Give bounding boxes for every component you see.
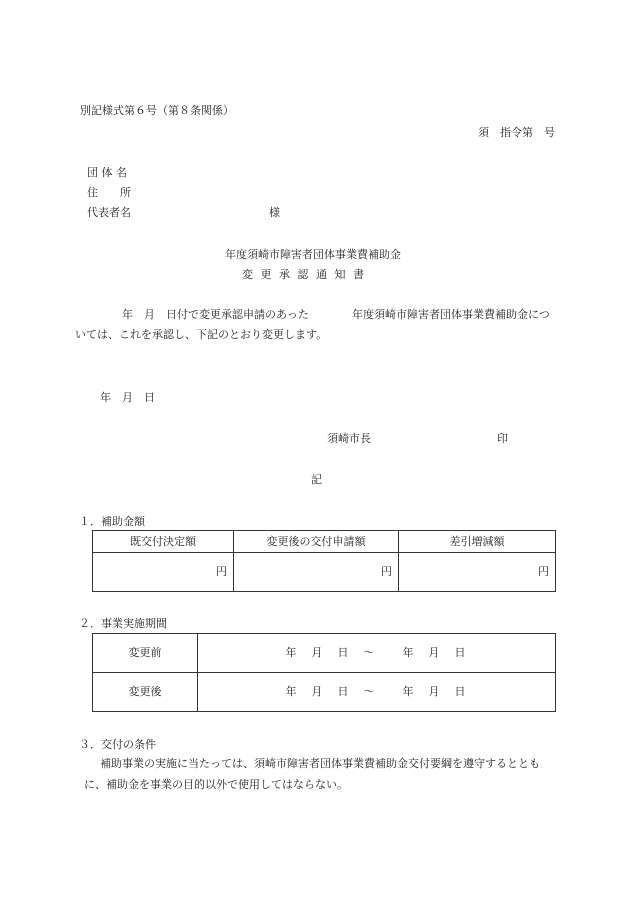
body-text-line2: いては、これを承認し、下記のとおり変更します。 (75, 328, 328, 341)
period-label-after: 変更後 (93, 673, 198, 712)
document-title-line2: 変 更 承 認 通 知 書 (242, 268, 366, 281)
honorific-sama: 様 (269, 206, 280, 219)
address-label: 住 所 (87, 186, 131, 199)
yen-unit: 円 (216, 565, 227, 579)
period-label-before: 変更前 (93, 634, 198, 673)
col-header-original-amount: 既交付決定額 (93, 531, 234, 553)
col-header-revised-amount: 変更後の交付申請額 (234, 531, 399, 553)
issuer-name: 須崎市長 (327, 432, 371, 445)
subsidy-table-value-row (93, 553, 556, 592)
subsidy-amount-table (92, 530, 556, 592)
subsidy-table-header-row (93, 531, 556, 553)
period-value-after: 年 月 日 ～ 年 月 日 (198, 673, 556, 712)
section1-heading: １．補助金額 (79, 515, 145, 528)
difference-cell (399, 553, 556, 592)
representative-label: 代表者名 (87, 206, 131, 219)
section3-heading: ３．交付の条件 (79, 738, 156, 751)
period-value-before: 年 月 日 ～ 年 月 日 (198, 634, 556, 673)
yen-unit: 円 (538, 565, 549, 579)
ki-marker: 記 (311, 473, 322, 486)
body-text-line1-b: 年度須崎市障害者団体事業費補助金につ (352, 308, 550, 321)
conditions-line2: に、補助金を事業の目的以外で使用してはならない。 (84, 778, 348, 791)
document-number: 須 指令第 号 (478, 126, 555, 139)
table-row (93, 634, 556, 673)
project-period-table (92, 633, 556, 712)
section2-heading: ２．事業実施期間 (79, 617, 167, 630)
original-amount-cell (93, 553, 234, 592)
yen-unit: 円 (381, 565, 392, 579)
seal-mark: 印 (497, 432, 508, 445)
col-header-difference: 差引増減額 (399, 531, 556, 553)
body-text-line1-a: 年 月 日付で変更承認申請のあった (122, 308, 309, 321)
revised-amount-cell (234, 553, 399, 592)
table-row (93, 673, 556, 712)
issue-date: 年 月 日 (100, 391, 155, 404)
org-name-label: 団 体 名 (87, 166, 127, 179)
form-label: 別記様式第６号（第８条関係） (80, 104, 234, 117)
document-title-line1: 年度須崎市障害者団体事業費補助金 (225, 248, 401, 261)
conditions-line1: 補助事業の実施に当たっては、須崎市障害者団体事業費補助金交付要綱を遵守するととも (100, 757, 540, 770)
